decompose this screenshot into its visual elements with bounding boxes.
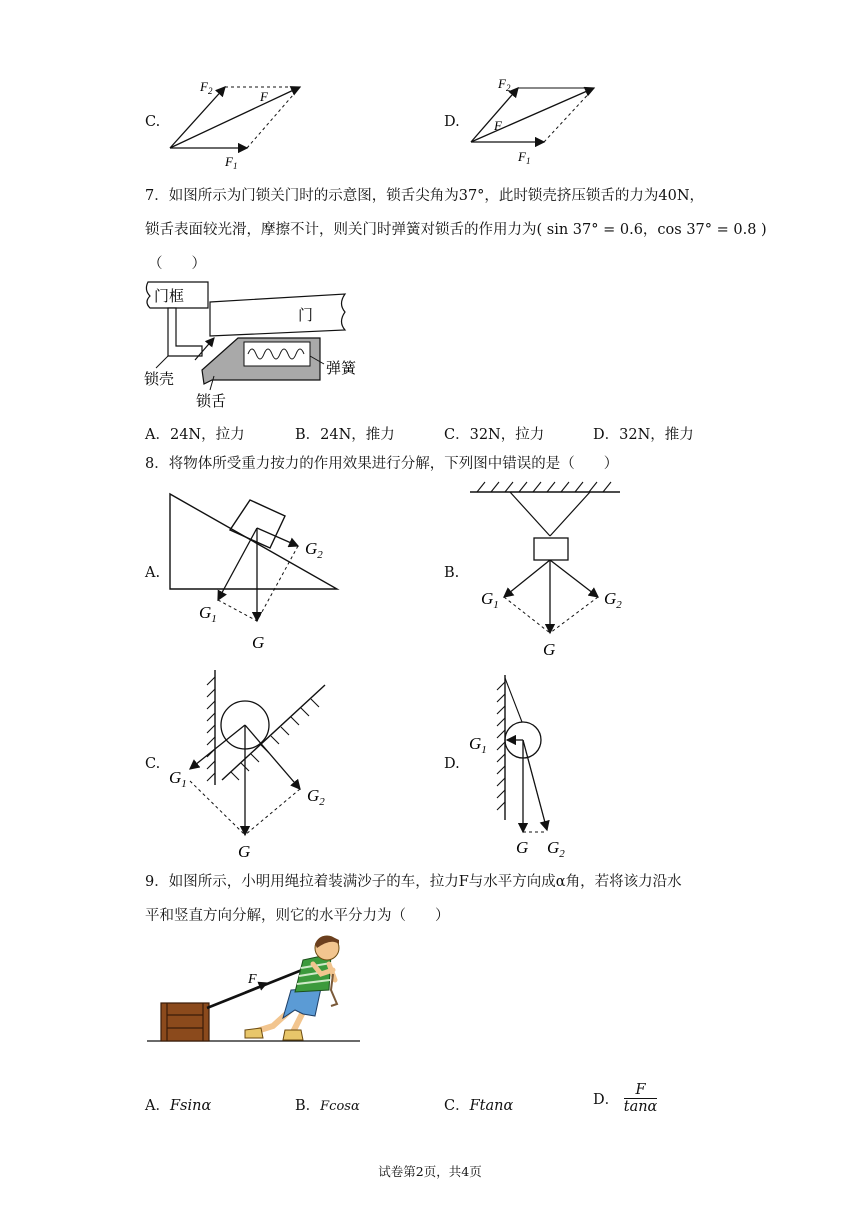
q9-option-a[interactable] [145,1094,211,1115]
svg-text:F: F [494,118,502,133]
page-footer: 试卷第2页，共4页 [378,1164,482,1179]
q9-option-b-label: B． [295,1098,321,1114]
svg-text:G2: $G_2$ [307,786,325,808]
svg-text:F2: $F_2$ [200,79,213,96]
q6-option-d-figure [466,75,606,170]
q8-option-b-figure [465,480,635,660]
q6-option-d-label[interactable]: D. [444,114,460,130]
q7-option-c[interactable]: C．32N，拉力 [444,427,545,443]
q7-stem-line2: 锁舌表面较光滑，摩擦不计，则关门时弹簧对锁舌的作用力为( sin 37° = 0.6，cos 37° = 0.8 ) [145,222,767,238]
q9-option-a-label: A． [145,1098,170,1114]
q7-answer-blank: （ ） [148,256,206,272]
q8-option-a-figure [165,488,355,658]
svg-text:G1: $G_1$ [469,734,487,756]
label-door: 门 [298,308,314,324]
q8-option-c-figure [165,665,345,865]
svg-text:G2: $G_2$ [604,589,622,611]
q9-option-b[interactable] [295,1094,360,1115]
q8-option-b-label[interactable]: B. [444,565,460,581]
q9-option-c-label: C． [444,1098,470,1114]
svg-text:G1: $G_1$ [199,603,217,625]
q9-option-c[interactable] [444,1094,513,1115]
svg-text:F2: $F_2$ [498,76,511,93]
svg-text:G: G [516,838,529,857]
q7-option-d[interactable]: D．32N，推力 [593,427,694,443]
q9-stem-line1: 9．如图所示，小明用绳拉着装满沙子的车，拉力F与水平方向成α角，若将该力沿水 [145,874,682,890]
q8-option-c-label[interactable]: C. [145,756,161,772]
label-lock-tongue: 锁舌 [196,394,227,410]
svg-text:G: G [238,842,251,861]
svg-text:G2: $G_2$ [547,838,565,860]
q9-option-b-value: Fcosα [320,1099,360,1114]
q6-option-c-figure [165,75,315,170]
svg-text:F: F [248,972,257,987]
q7-door-lock-figure [140,280,380,415]
svg-text:G: G [252,633,265,652]
q8-option-a-label[interactable]: A. [145,565,161,581]
q9-option-a-value: Fsinα [169,1098,212,1114]
q9-option-d-label: D． [593,1092,620,1108]
label-spring: 弹簧 [326,361,357,377]
q8-option-d-figure [465,670,605,865]
svg-text:F: F [260,89,268,104]
q8-option-d-label[interactable]: D. [444,756,460,772]
svg-text:F1: $F_1$ [225,154,238,171]
svg-text:G2: $G_2$ [305,539,323,561]
q9-option-d-denominator: tanα [623,1099,658,1115]
svg-text:F1: $F_1$ [518,149,531,166]
q7-option-b[interactable]: B．24N，推力 [295,427,395,443]
q6-option-c-label[interactable]: C. [145,114,161,130]
label-door-frame: 门框 [154,289,185,305]
q8-stem: 8．将物体所受重力按力的作用效果进行分解，下列图中错误的是（ ） [145,456,619,472]
q9-option-d-fraction [624,1082,658,1115]
svg-text:G1: $G_1$ [481,589,499,611]
q9-option-d[interactable] [593,1082,657,1115]
q9-option-c-value: Ftanα [469,1098,514,1114]
q9-stem-line2: 平和竖直方向分解，则它的水平分力为（ ） [145,908,450,924]
svg-text:G: G [543,640,556,659]
q9-option-d-numerator: F [624,1082,658,1099]
svg-text:G1: $G_1$ [169,768,187,790]
q7-stem-line1: 7．如图所示为门锁关门时的示意图，锁舌尖角为37°，此时锁壳挤压锁舌的力为40N， [145,188,705,204]
label-lock-shell: 锁壳 [144,372,175,388]
q7-option-a[interactable]: A．24N，拉力 [145,427,245,443]
q9-boy-pulling-cart-figure [145,930,365,1045]
